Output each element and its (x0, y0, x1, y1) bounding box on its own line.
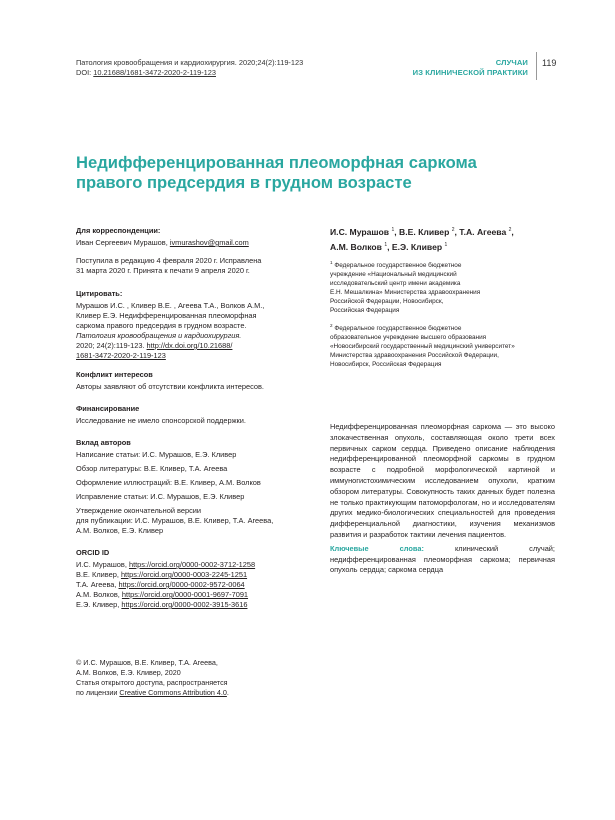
orcid-entry: Е.Э. Кливер, https://orcid.org/0000-0002-3915-3616 (76, 600, 248, 609)
contribution-item: Написание статьи: И.С. Мурашов, Е.Э. Кливер (76, 450, 237, 459)
received-line-2: 31 марта 2020 г. Принята к печати 9 апреля 2020 г. (76, 266, 250, 275)
affiliation-2: $^2$ Федеральное государственное бюджетное образовательное учреждение высшего образования «Новосибирский государственный медицинский университет» Министерства здравоохранения Российской Федерации, Новосибирск, Российская Федерация (330, 323, 515, 369)
section-label: СЛУЧАИ ИЗ КЛИНИЧЕСКОЙ ПРАКТИКИ (412, 58, 528, 77)
orcid-entry: И.С. Мурашов, https://orcid.org/0000-0002-3712-1258 (76, 560, 256, 569)
contribution-heading: Вклад авторов (76, 438, 131, 447)
keywords-label: Ключевые слова: (330, 543, 424, 553)
funding-heading: Финансирование (76, 404, 140, 413)
orcid-link[interactable]: https://orcid.org/0000-0002-9572-0064 (118, 580, 245, 589)
affiliation-1: $^1$ Федеральное государственное бюджетное учреждение «Национальный медицинский исследовательский центр имени академика Е.Н. Мешалкина» Министерства здравоохранения Российской Федерации, Новосибирск, Российская Федерация (330, 260, 481, 315)
received-line-1: Поступила в редакцию 4 февраля 2020 г. Исправлена (76, 256, 262, 265)
article-info-column: Для корреспонденции: Иван Сергеевич Мурашов, ivmurashov@gmail.com Поступила в редакцию 4 февраля 2020 г. Исправлена 31 марта 2020 г. Принята к печати 9 апреля 2020 г. Цитировать: Мурашов И.С. , Кливер В.Е. , Агеева Т.А., Волков А.М., Кливер Е.Э. Недифференцированная плеоморфная саркома правого предсердия в грудном возрасте. Патология кровообращения и кардиохирургия. 2020; 24(2):119-123. http://dx.doi.org/10.21688/ 1681-3472-2020-2-119-123 Конфликт интересов Авторы заявляют об отсутствии конфликта интересов. Финансирование Исследование не имело спонсорской поддержки. Вклад авторов Написание статьи: И.С. Мурашов, Е.Э. Кливер Обзор литературы: В.Е. Кливер, Т.А. Агеева Оформление иллюстраций: В.Е. Кливер, А.М. Волков Исправление статьи: И.С. Мурашов, Е.Э. Кливер Утверждение окончательной версии для публикации: И.С. Мурашов, В.Е. Кливер, Т.А. Агеева, А.М. Волков, Е.Э. Кливер ORCID ID И.С. Мурашов, https://orcid.org/0000-0002-3712-1258 В.Е. Кливер, https://orcid.org/0000-0003-2245-1251 Т.А. Агеева, https://orcid.org/0000-0002-9572-0064 А.М. Волков, https://orcid.org/0000-0001-9697-7091 Е.Э. Кливер, https://orcid.org/0000-0002-3915-3616 (76, 226, 308, 610)
journal-citation: Патология кровообращения и кардиохирургия. 2020;24(2):119-123 (76, 58, 304, 67)
conflict-heading: Конфликт интересов (76, 370, 153, 379)
orcid-link[interactable]: https://orcid.org/0000-0002-3915-3616 (121, 600, 248, 609)
author-list: И.С. Мурашов $^1$, В.Е. Кливер $^2$, Т.А. Агеева $^2$, А.М. Волков $^1$, Е.Э. Кливер $^1$ (330, 226, 514, 252)
orcid-entry: Т.А. Агеева, https://orcid.org/0000-0002-9572-0064 (76, 580, 245, 589)
citation-journal: Патология кровообращения и кардиохирургия. (76, 331, 242, 340)
article-title: Недифференцированная плеоморфная саркома правого предсердия в грудном возрасте (76, 153, 477, 192)
orcid-entry: А.М. Волков, https://orcid.org/0000-0001-9697-7091 (76, 590, 249, 599)
abstract-text: Недифференцированная плеоморфная саркома — это высоко злокачественная опухоль, составляющая около трети всех первичных сарком сердца. Приведено описание наблюдения недифференцированной плеоморфной саркомы в грудном возрасте с подробной морфологической картиной и иммуногистохимическим исследованием опухоли, кратким обзором литературы. Совокупность таких данных будет полезна не только практикующим патоморфологам, но и исследователям других медико-биологических специальностей для проведения дифференциальной диагностики, изучения механизмов развития и разработок тактики лечения пациентов. (330, 422, 555, 539)
orcid-heading: ORCID ID (76, 548, 110, 557)
citation-heading: Цитировать: (76, 289, 123, 298)
citation-doi-link[interactable]: http://dx.doi.org/10.21688/ (146, 341, 233, 350)
author-name: В.Е. Кливер (399, 226, 452, 237)
citation-doi-link-cont[interactable]: 1681-3472-2020-2-119-123 (76, 351, 166, 360)
orcid-entry: В.Е. Кливер, https://orcid.org/0000-0003-2245-1251 (76, 570, 248, 579)
author-name: А.М. Волков (330, 241, 385, 252)
page-number: 119 (542, 58, 557, 68)
author-name: Т.А. Агеева (459, 226, 509, 237)
contribution-approval: Утверждение окончательной версии (76, 506, 202, 515)
contribution-item: Обзор литературы: В.Е. Кливер, Т.А. Агеева (76, 464, 228, 473)
affiliations (330, 258, 558, 375)
doi-line: DOI: 10.21688/1681-3472-2020-2-119-123 (76, 68, 216, 77)
orcid-link[interactable]: https://orcid.org/0000-0001-9697-7091 (121, 590, 249, 599)
copyright-block: © И.С. Мурашов, В.Е. Кливер, Т.А. Агеева, А.М. Волков, Е.Э. Кливер, 2020 Статья открытого доступа, распространяется по лицензии Creative Commons Attribution 4.0. (76, 658, 229, 697)
funding-text: Исследование не имело спонсорской поддержки. (76, 416, 246, 425)
author-name: Е.Э. Кливер (391, 241, 445, 252)
contribution-item: Оформление иллюстраций: В.Е. Кливер, А.М. Волков (76, 478, 261, 487)
conflict-text: Авторы заявляют об отсутствии конфликта интересов. (76, 382, 264, 391)
doi-link[interactable]: 10.21688/1681-3472-2020-2-119-123 (93, 68, 216, 77)
keywords: Ключевые слова: клинический случай; недифференцированная плеоморфная саркома; первичная опухоль сердца; саркома сердца (330, 543, 555, 575)
author-name: И.С. Мурашов (330, 226, 392, 237)
contribution-item: Исправление статьи: И.С. Мурашов, Е.Э. Кливер (76, 492, 245, 501)
header-divider (536, 52, 537, 80)
email-link[interactable]: ivmurashov@gmail.com (169, 238, 249, 247)
correspondence-line: Иван Сергеевич Мурашов, ivmurashov@gmail.com (76, 238, 249, 247)
orcid-link[interactable]: https://orcid.org/0000-0002-3712-1258 (128, 560, 256, 569)
abstract (330, 422, 555, 579)
correspondence-heading: Для корреспонденции: (76, 226, 161, 235)
license-link[interactable]: Creative Commons Attribution 4.0 (119, 688, 227, 697)
running-header (76, 58, 303, 78)
orcid-link[interactable]: https://orcid.org/0000-0003-2245-1251 (120, 570, 248, 579)
